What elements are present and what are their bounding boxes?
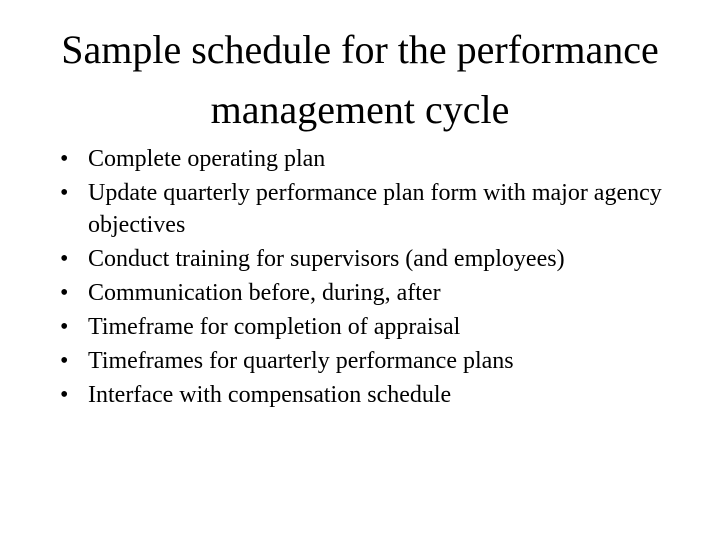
bullet-text: Timeframes for quarterly performance plans	[88, 348, 514, 374]
bullet-icon: •	[60, 314, 69, 340]
slide-title	[36, 20, 684, 140]
bullet-item-training	[60, 243, 700, 275]
bullet-icon: •	[60, 280, 69, 306]
bullet-icon: •	[60, 146, 69, 172]
bullet-text: Update quarterly performance plan form with major agency objectives	[88, 180, 662, 238]
bullet-item-compensation	[60, 379, 700, 411]
bullet-item-quarterly-timeframes	[60, 345, 700, 377]
bullet-icon: •	[60, 382, 69, 408]
bullet-text: Complete operating plan	[88, 146, 326, 172]
bullet-icon: •	[60, 246, 69, 272]
slide-title-line-1: Sample schedule for the performance	[61, 27, 659, 72]
bullet-icon: •	[60, 180, 69, 206]
bullet-text: Conduct training for supervisors (and employees)	[88, 246, 565, 272]
bullet-text: Communication before, during, after	[88, 280, 441, 306]
bullet-item-performance-plan-form	[60, 177, 700, 241]
bullet-list	[60, 143, 700, 413]
slide-title-line-2: management cycle	[210, 87, 510, 132]
bullet-item-operating-plan	[60, 143, 700, 175]
bullet-item-appraisal-timeframe	[60, 311, 700, 343]
bullet-icon: •	[60, 348, 69, 374]
bullet-text: Timeframe for completion of appraisal	[88, 314, 461, 340]
bullet-text: Interface with compensation schedule	[88, 382, 452, 408]
bullet-item-communication	[60, 277, 700, 309]
